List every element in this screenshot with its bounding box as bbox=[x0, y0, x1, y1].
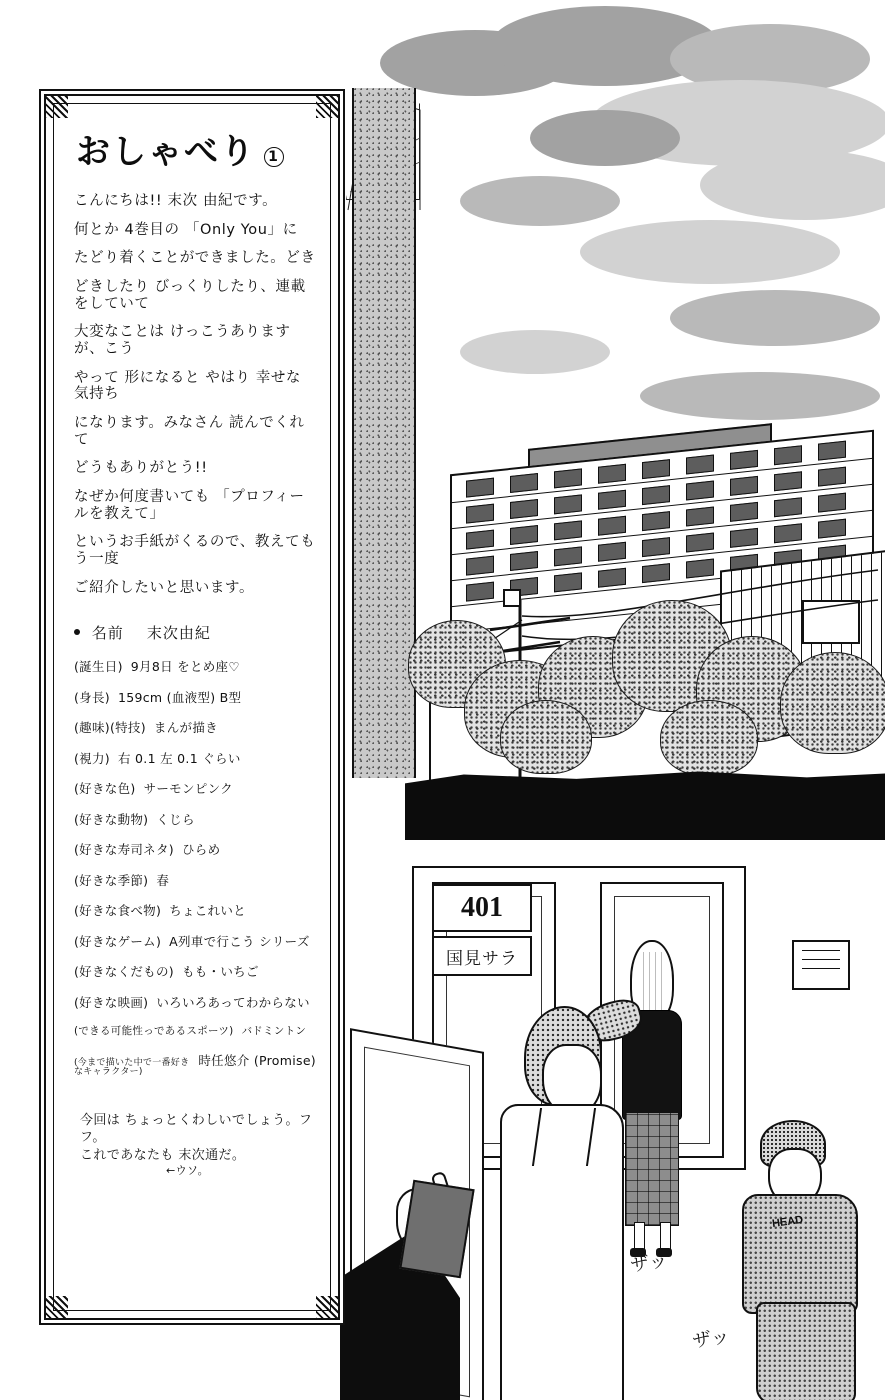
profile-key: (好きなくだもの) bbox=[74, 964, 174, 980]
profile-value: もも・いちご bbox=[181, 964, 259, 980]
collar bbox=[532, 1108, 596, 1166]
profile-row bbox=[74, 871, 316, 889]
profile-row bbox=[74, 1051, 316, 1078]
profile-list bbox=[74, 622, 316, 1077]
cloud-shape bbox=[640, 372, 880, 420]
profile-key: (好きな寿司ネタ) bbox=[74, 842, 174, 858]
cloud-shape bbox=[460, 176, 620, 226]
author-note-panel bbox=[44, 94, 340, 1320]
intro-line: というお手紙がくるので、教えてもう一度 bbox=[74, 534, 316, 568]
cloud-shape bbox=[700, 150, 885, 220]
figure-running-boy bbox=[720, 1120, 880, 1400]
sfx-text: ザッ bbox=[691, 1326, 732, 1353]
intro-line: どうもありがとう!! bbox=[74, 460, 208, 477]
profile-row bbox=[74, 840, 316, 858]
profile-row bbox=[74, 779, 316, 797]
profile-row bbox=[74, 718, 316, 736]
cloud-shape bbox=[580, 220, 840, 284]
profile-key: (身長) bbox=[74, 689, 110, 705]
intro-text bbox=[74, 193, 316, 596]
apartment-number-plate: 401 bbox=[432, 884, 532, 932]
profile-row bbox=[74, 901, 316, 919]
cloud-shape bbox=[670, 290, 880, 346]
profile-row bbox=[74, 657, 316, 675]
cloud-shape bbox=[460, 330, 610, 374]
intro-line: たどり着くことができました。どき bbox=[74, 250, 316, 267]
profile-value: ひらめ bbox=[181, 842, 221, 858]
panel-title-text: おしゃべり bbox=[76, 132, 256, 172]
tree-foliage bbox=[500, 700, 592, 774]
profile-row bbox=[74, 962, 316, 980]
tshirt bbox=[742, 1194, 858, 1314]
profile-value: ちょこれいと bbox=[169, 903, 246, 919]
profile-row bbox=[74, 810, 316, 828]
profile-key: (視力) bbox=[74, 750, 110, 766]
panel-content bbox=[53, 103, 331, 1311]
profile-value: くじら bbox=[156, 811, 195, 827]
figure-woman-with-envelope bbox=[490, 1000, 650, 1400]
profile-value: いろいろあってわからない bbox=[156, 994, 310, 1010]
profile-key: (好きな季節) bbox=[74, 872, 149, 888]
intro-line: どきしたり びっくりしたり、連載をしていて bbox=[74, 279, 306, 312]
profile-heading-value: 末次由紀 bbox=[146, 624, 211, 643]
profile-key: (今まで描いた中で一番好きなキャラクター) bbox=[74, 1057, 190, 1078]
intro-line: ご紹介したいと思います。 bbox=[74, 579, 255, 596]
profile-value: 時任悠介 (Promise) bbox=[198, 1052, 316, 1068]
profile-value: 右 0.1 左 0.1 ぐらい bbox=[117, 750, 241, 766]
profile-heading bbox=[74, 622, 316, 643]
closing-tail: ←ウソ。 bbox=[166, 1164, 210, 1178]
panel-title bbox=[76, 124, 316, 173]
cloud-shape bbox=[530, 110, 680, 166]
illustration-panel bbox=[340, 0, 885, 1400]
profile-row bbox=[74, 993, 316, 1011]
tshirt-logo: HEAD bbox=[771, 1213, 804, 1231]
profile-value: 159cm (血液型) B型 bbox=[117, 689, 242, 705]
profile-row bbox=[74, 932, 316, 950]
closing-line: 今回は ちょっとくわしいでしょう。フフ。 bbox=[80, 1112, 313, 1146]
nameplate: 国見サラ bbox=[432, 936, 532, 976]
profile-key: (好きな動物) bbox=[74, 811, 149, 827]
profile-value: まんが描き bbox=[153, 720, 218, 736]
profile-key: (趣味)(特技) bbox=[74, 720, 146, 736]
profile-value: A列車で行こう シリーズ bbox=[169, 933, 310, 949]
intro-line: 何とか 4巻目の 「Only You」に bbox=[74, 221, 298, 238]
intro-line: なぜか何度書いても 「プロフィールを教えて」 bbox=[74, 489, 305, 522]
panel-title-number: 1 bbox=[264, 147, 284, 167]
profile-value: サーモンピンク bbox=[143, 781, 233, 797]
mail-slot bbox=[792, 940, 850, 990]
profile-row bbox=[74, 749, 316, 767]
profile-row bbox=[74, 1023, 316, 1038]
tree-foliage bbox=[780, 652, 885, 754]
profile-key: (好きな色) bbox=[74, 781, 136, 797]
closing-note bbox=[80, 1112, 316, 1179]
sfx-text: ザッ bbox=[629, 1250, 670, 1277]
profile-value: バドミントン bbox=[241, 1025, 307, 1038]
profile-key: (好きな食べ物) bbox=[74, 903, 162, 919]
intro-line: やって 形になると やはり 幸せな気持ち bbox=[74, 369, 302, 403]
profile-value: 春 bbox=[156, 872, 170, 888]
profile-value: 9月8日 をとめ座♡ bbox=[130, 659, 240, 675]
bullet-icon bbox=[74, 629, 80, 635]
profile-key: (誕生日) bbox=[74, 659, 123, 675]
intro-line: こんにちは!! 末次 由紀です。 bbox=[74, 193, 278, 209]
tree-foliage bbox=[660, 700, 758, 776]
closing-line: これであなたも 末次通だ。 bbox=[80, 1147, 246, 1163]
profile-key: (できる可能性っであるスポーツ) bbox=[74, 1025, 234, 1038]
pants bbox=[756, 1302, 856, 1400]
dark-hedge-band bbox=[405, 770, 885, 844]
intro-line: になります。みなさん 読んでくれて bbox=[74, 415, 305, 448]
profile-row bbox=[74, 688, 316, 706]
profile-heading-label: 名前 bbox=[91, 624, 124, 643]
profile-key: (好きな映画) bbox=[74, 994, 149, 1010]
intro-line: 大変なことは けっこうありますが、こう bbox=[74, 324, 291, 358]
profile-key: (好きなゲーム) bbox=[74, 933, 162, 949]
